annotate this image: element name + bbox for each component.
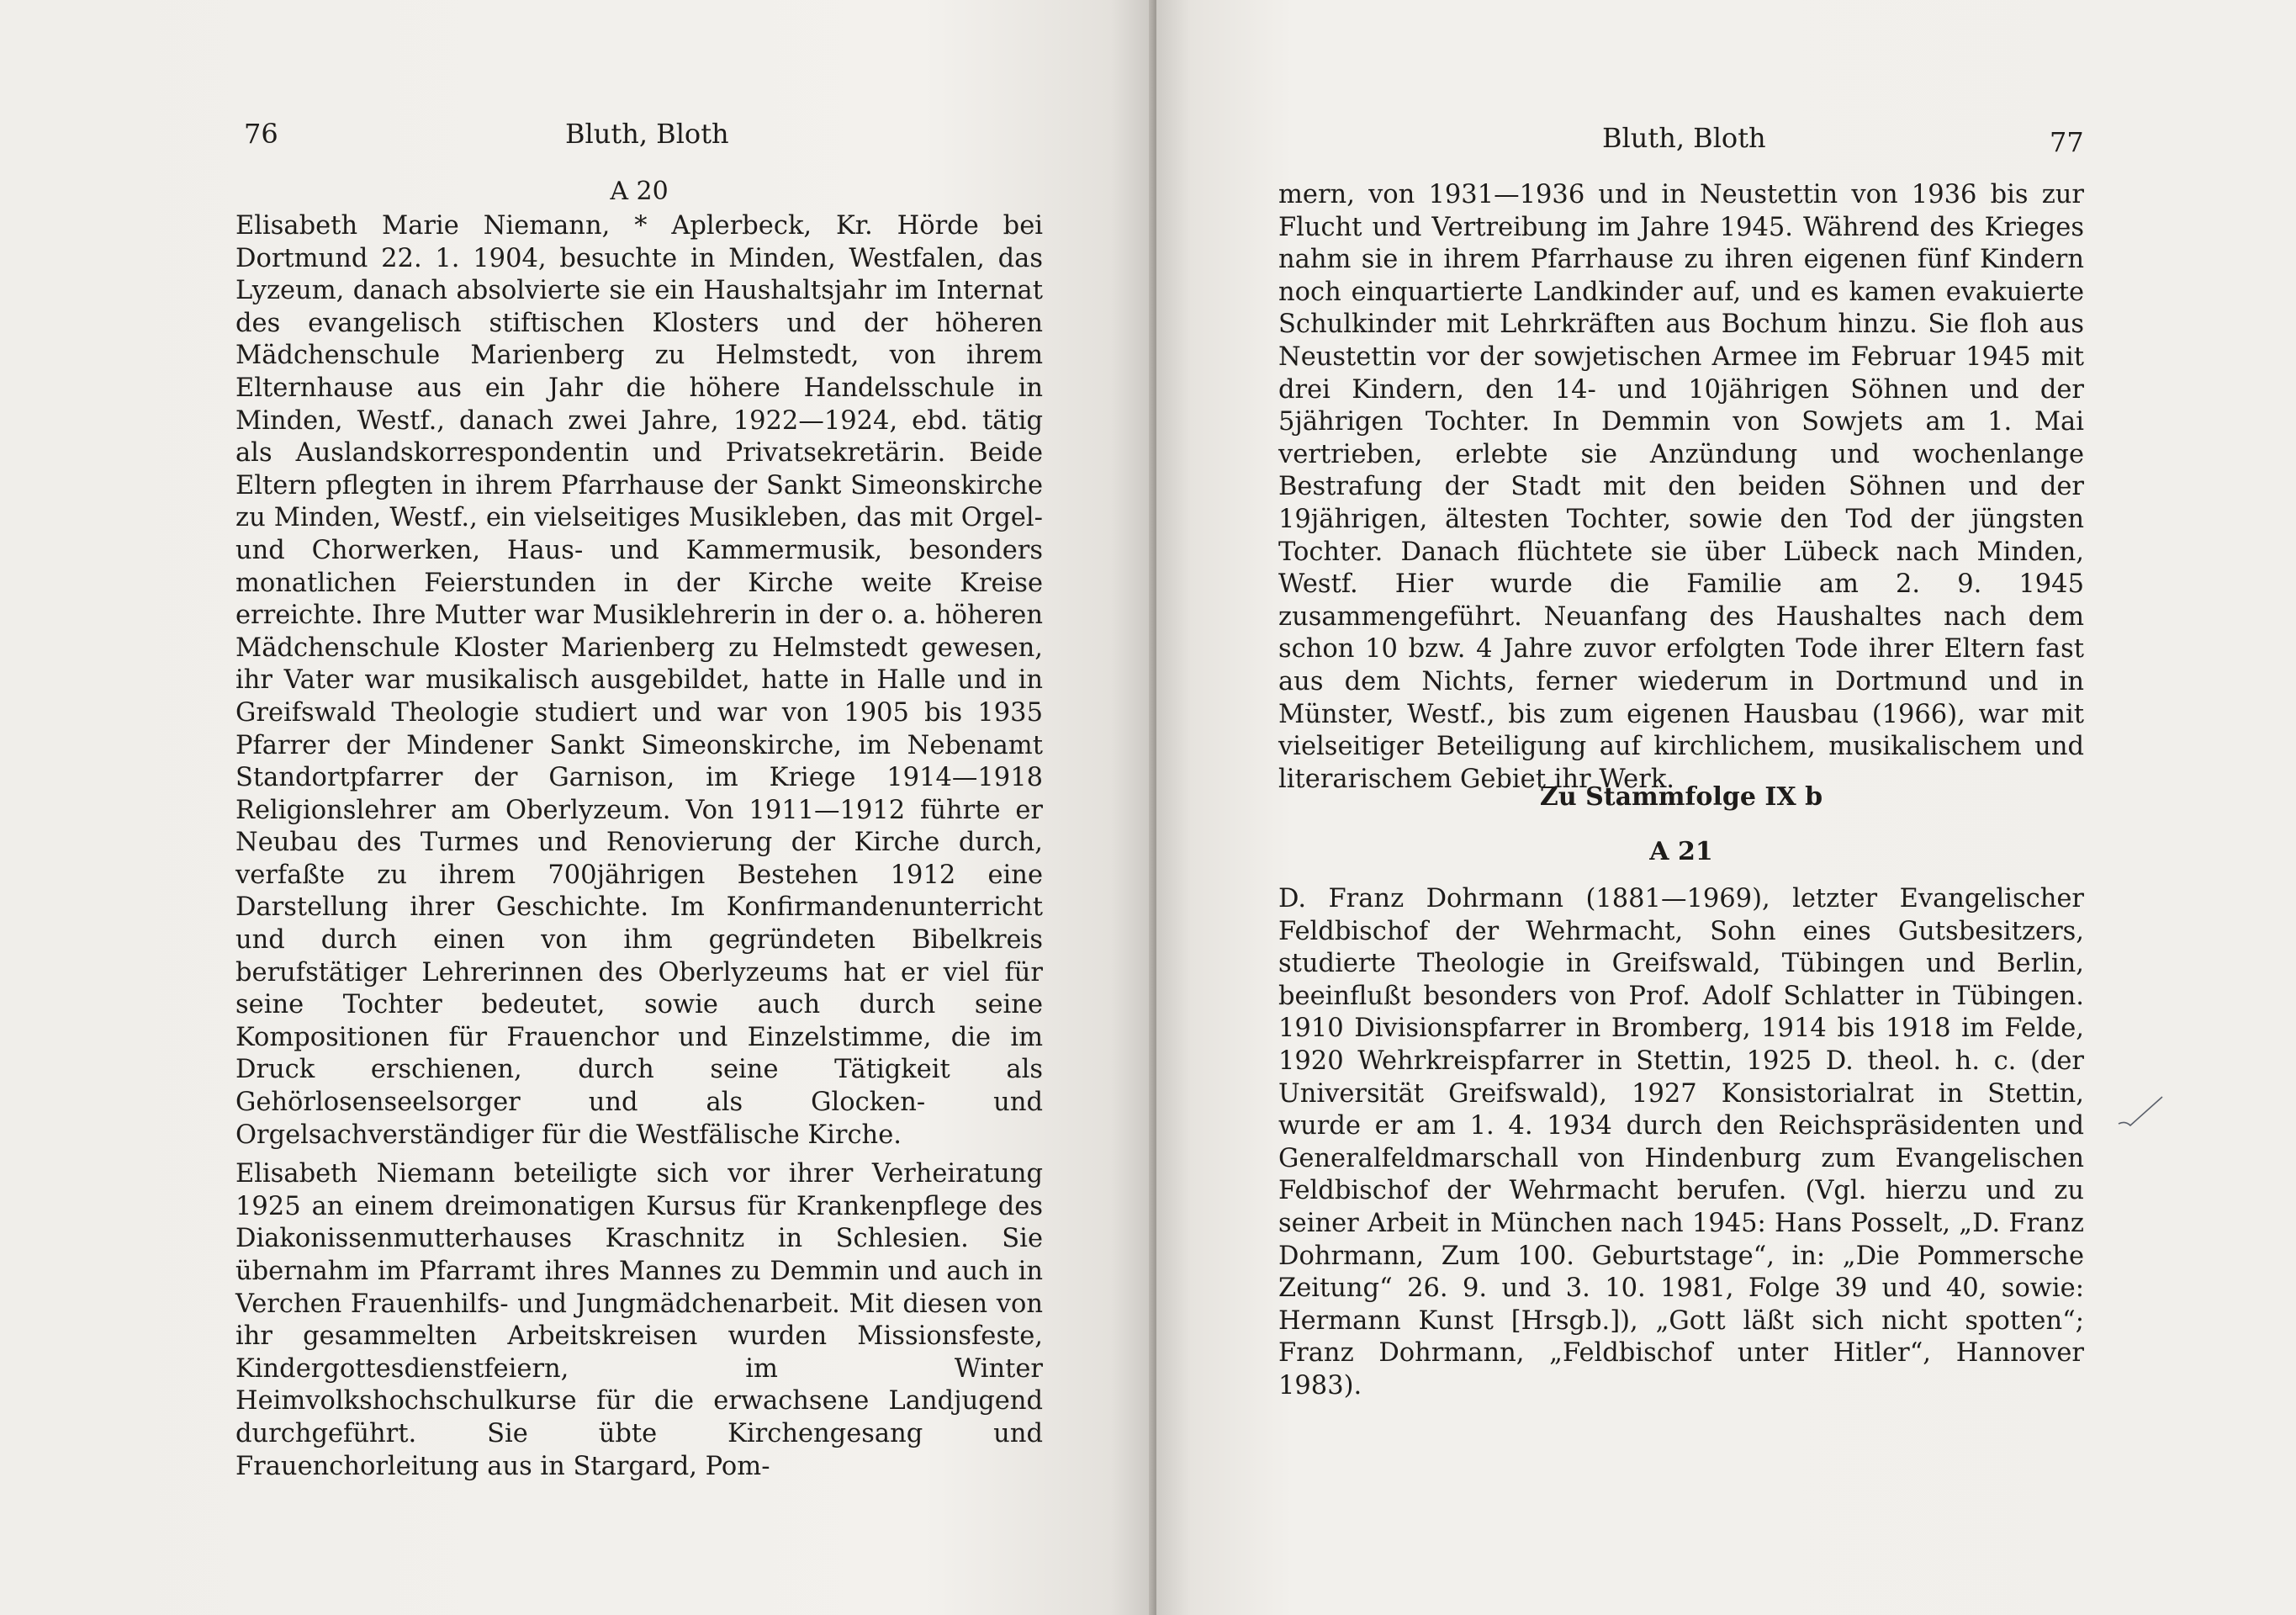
running-head-left: Bluth, Bloth: [565, 118, 729, 150]
page-number-left: 76: [244, 118, 278, 150]
paragraph: D. Franz Dohrmann (1881—1969), letzter Evangelischer Feldbischof der Wehrmacht, Sohn eines Gutsbesitzers, studierte Theologie in Greifswald, Tübingen und Berlin, beeinflußt besonders von Prof. Adolf Schlatter in Tübingen. 1910 Divisionspfarrer in Bromberg, 1914 bis 1918 im Felde, 1920 Wehrkreispfarrer in Stettin, 1925 D. theol. h. c. (der Universität Greifswald), 1927 Konsistorialrat in Stettin, wurde er am 1. 4. 1934 durch den Reichspräsidenten und Generalfeldmarschall von Hindenburg zum Evangelischen Feldbischof der Wehrmacht berufen. (Vgl. hierzu und zu seiner Arbeit in München nach 1945: Hans Posselt, „D. Franz Dohrmann, Zum 100. Geburtstage“, in: „Die Pommersche Zeitung“ 26. 9. und 3. 10. 1981, Folge 39 und 40, sowie: Hermann Kunst [Hrsgb.]), „Gott läßt sich nicht spotten“; Franz Dohrmann, „Feldbischof unter Hitler“, Hannover 1983).: [1278, 884, 2084, 1401]
paragraph: mern, von 1931—1936 und in Neustettin von 1936 bis zur Flucht und Vertreibung im Jahre 1945. Während des Krieges nahm sie in ihrem Pfarrhause zu ihren eigenen fünf Kindern noch einquartierte Landkinder auf, und es kamen evakuierte Schulkinder mit Lehrkräften aus Bochum hinzu. Sie floh aus Neustettin vor der sowjetischen Armee im Februar 1945 mit drei Kindern, den 14- und 10jährigen Söhnen und der 5jährigen Tochter. In Demmin von Sowjets am 1. Mai vertrieben, erlebte sie Anzündung und wochenlange Bestrafung der Stadt mit den beiden Söhnen und der 19jährigen, ältesten Tochter, sowie den Tod der jüngsten Tochter. Danach flüchtete sie über Lübeck nach Minden, Westf. Hier wurde die Familie am 2. 9. 1945 zusammengeführt. Neuanfang des Haushaltes nach dem schon 10 bzw. 4 Jahre zuvor erfolgten Tode ihrer Eltern fast aus dem Nichts, ferner wiederum in Dortmund und in Münster, Westf., bis zum eigenen Hausbau (1966), war mit vielseitiger Beteiligung auf kirchlichem, musikalischem und literarischem Gebiet ihr Werk.: [1278, 180, 2084, 794]
section-heading-a20: A 20: [610, 177, 669, 206]
right-page: [1156, 0, 2296, 1615]
section-heading-stammfolge: Zu Stammfolge IX b: [1539, 782, 1823, 812]
page-number-right: 77: [2050, 126, 2084, 158]
paragraph: Elisabeth Niemann beteiligte sich vor ihrer Verheiratung 1925 an einem dreimonatigen Kursus für Krankenpflege des Diakonissenmutterhauses Kraschnitz in Schlesien. Sie übernahm im Pfarramt ihres Mannes zu Demmin und auch in Verchen Frauenhilfs- und Jungmädchenarbeit. Mit diesen von ihr gesammelten Arbeitskreisen wurden Missionsfeste, Kindergottesdienstfeiern, im Winter Heimvolkshochschulkurse für die erwachsene Landjugend durchgeführt. Sie übte Kirchengesang und Frauenchorleitung aus in Stargard, Pom-: [235, 1159, 1043, 1481]
pen-tick-mark: [2115, 1092, 2166, 1134]
section-heading-a21: A 21: [1649, 837, 1713, 866]
right-body-text: [1278, 883, 2084, 1403]
right-body-continuation: [1278, 179, 2084, 796]
paragraph: Elisabeth Marie Niemann, * Aplerbeck, Kr. Hörde bei Dortmund 22. 1. 1904, besuchte in Minden, Westfalen, das Lyzeum, danach absolvierte sie ein Haushaltsjahr im Internat des evangelisch stiftischen Klosters und der höheren Mädchenschule Marienberg zu Helmstedt, von ihrem Elternhause aus ein Jahr die höhere Handelsschule in Minden, Westf., danach zwei Jahre, 1922—1924, ebd. tätig als Auslandskorrespondentin und Privatsekretärin. Beide Eltern pflegten in ihrem Pfarrhause der Sankt Simeonskirche zu Minden, Westf., ein vielseitiges Musikleben, das mit Orgel- und Chorwerken, Haus- und Kammermusik, besonders monatlichen Feierstunden in der Kirche weite Kreise erreichte. Ihre Mutter war Musiklehrerin in der o. a. höheren Mädchenschule Kloster Marienberg zu Helmstedt gewesen, ihr Vater war musikalisch ausgebildet, hatte in Halle und in Greifswald Theologie studiert und war von 1905 bis 1935 Pfarrer der Mindener Sankt Simeonskirche, im Nebenamt Standortpfarrer der Garnison, im Kriege 1914—1918 Religionslehrer am Oberlyzeum. Von 1911—1912 führte er Neubau des Turmes und Renovierung der Kirche durch, verfaßte zu ihrem 700jährigen Bestehen 1912 eine Darstellung ihrer Geschichte. Im Konfirmandenunterricht und durch einen von ihm gegründeten Bibelkreis berufstätiger Lehrerinnen des Oberlyzeums hat er viel für seine Tochter bedeutet, sowie auch durch seine Kompositionen für Frauenchor und Einzelstimme, die im Druck erschienen, durch seine Tätigkeit als Gehörlosenseelsorger und als Glocken- und Orgelsachverständiger für die Westfälische Kirche.: [235, 211, 1043, 1150]
left-body-text: [235, 210, 1043, 1483]
running-head-right: Bluth, Bloth: [1602, 122, 1766, 154]
